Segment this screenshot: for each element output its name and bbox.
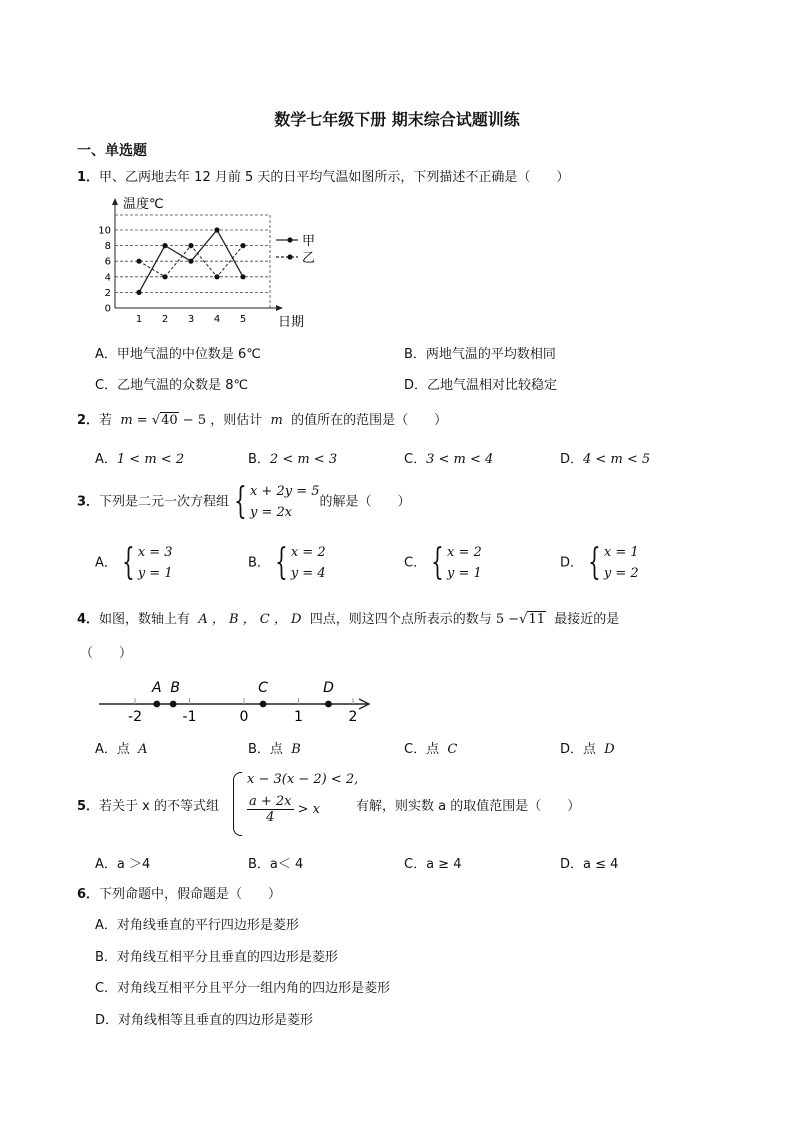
temperature-chart: [95, 193, 335, 333]
question-text-pre: 下列是二元一次方程组: [99, 494, 230, 510]
option-3b[interactable]: B． { x = 2 y = 4: [248, 542, 326, 583]
option-label: C．: [404, 452, 427, 467]
var-m: m: [120, 413, 133, 428]
equation-line: x + 2y = 5: [249, 484, 320, 499]
chart-x-tick-label: 1: [135, 314, 143, 325]
question-number: 3．: [77, 494, 100, 510]
chart-y-label: 温度℃: [123, 197, 164, 212]
option-4c[interactable]: [404, 738, 457, 757]
option-5b[interactable]: B．a＜ 4: [248, 857, 304, 872]
chart-x-tick-label: 3: [187, 314, 195, 325]
number-line-point-label: A: [152, 680, 162, 696]
option-2d[interactable]: [560, 448, 650, 467]
chart-x-tick-label: 2: [161, 314, 169, 325]
fraction: [247, 794, 294, 825]
chart-point-series-2: [136, 259, 141, 264]
solution-line: x = 2: [290, 545, 326, 560]
question-text-pre: 若关于 x 的不等式组: [99, 799, 220, 814]
question-text-mid: 四点，则这四个点所表示的数与: [309, 612, 492, 627]
option-point: A: [138, 742, 148, 757]
solution-line: x = 1: [603, 545, 639, 560]
sqrt-symbol: √: [519, 612, 528, 627]
sqrt-symbol: √: [151, 413, 161, 428]
chart-point-series-1: [214, 227, 219, 232]
option-5d[interactable]: D．a ≤ 4: [560, 857, 619, 872]
chart-point-series-2: [162, 274, 167, 279]
equation-line: y = 2x: [249, 505, 293, 520]
fraction-numerator: a + 2x: [249, 794, 292, 809]
option-expr: 4 < m < 5: [583, 452, 651, 467]
inequality-line-1: x − 3(x − 2) < 2,: [247, 772, 359, 787]
answer-paren: （ ）: [80, 646, 133, 661]
solution-line: y = 1: [137, 566, 173, 581]
chart-point-series-1: [136, 290, 141, 295]
chart-point-series-2: [188, 243, 193, 248]
option-6c[interactable]: C．对角线互相平分且平分一组内角的四边形是菱形: [95, 981, 391, 996]
option-4a[interactable]: [95, 738, 148, 757]
option-label: A．: [95, 452, 117, 467]
option-point: B: [291, 742, 301, 757]
number-line: [95, 673, 380, 725]
option-label: C．点: [404, 742, 440, 757]
legend-marker: [287, 254, 292, 259]
question-3: [77, 481, 411, 523]
solution-line: y = 4: [290, 566, 326, 581]
chart-point-series-2: [214, 274, 219, 279]
chart-y-tick-label: 6: [104, 256, 111, 268]
option-5a[interactable]: A．a ＞4: [95, 857, 151, 872]
equation-system: { x + 2y = 5 y = 2x: [234, 481, 320, 522]
question-text: 下列命题中，假命题是（ ）: [99, 887, 282, 902]
expr-a: 5 −: [495, 612, 520, 627]
radicand: 11: [528, 612, 545, 627]
question-text-post: 最接近的是: [554, 612, 620, 627]
brace-icon: [233, 772, 242, 836]
chart-x-tick-label: 4: [213, 314, 221, 325]
solution-line: x = 3: [137, 545, 173, 560]
option-4d[interactable]: [560, 738, 615, 757]
option-6b[interactable]: B．对角线互相平分且垂直的四边形是菱形: [95, 950, 338, 965]
question-text-post: 的解是（ ）: [319, 494, 411, 510]
number-line-tick-label: 0: [239, 709, 249, 725]
number-line-point: [153, 701, 160, 708]
option-6a[interactable]: A．对角线垂直的平行四边形是菱形: [95, 918, 299, 933]
option-1b[interactable]: B．两地气温的平均数相同: [404, 347, 556, 362]
option-label: B．点: [248, 742, 283, 757]
var-m: m: [270, 413, 283, 428]
option-2c[interactable]: [404, 448, 493, 467]
question-5-tail: 有解，则实数 a 的取值范围是（ ）: [356, 799, 581, 814]
question-text: 甲、乙两地去年 12 月前 5 天的日平均气温如图所示，下列描述不正确是（ ）: [99, 170, 570, 185]
number-line-tick-label: 1: [294, 709, 303, 725]
legend-label: 甲: [302, 234, 316, 249]
point-list: A ， B ， C ， D: [198, 612, 302, 627]
question-text-pre: 如图，数轴上有: [99, 612, 191, 627]
option-2b[interactable]: [248, 448, 337, 467]
arrow-icon: [112, 198, 118, 205]
question-5-text: [77, 795, 219, 814]
option-point: D: [604, 742, 615, 757]
question-2: [77, 409, 447, 428]
option-1d[interactable]: D．乙地气温相对比较稳定: [404, 378, 558, 393]
chart-point-series-2: [240, 243, 245, 248]
fraction-denominator: 4: [266, 810, 275, 825]
radicand: 40: [161, 413, 178, 428]
option-label: C．: [404, 555, 427, 571]
number-line-tick-label: -1: [182, 709, 197, 725]
option-6d[interactable]: D．对角线相等且垂直的四边形是菱形: [95, 1013, 314, 1028]
option-label: B．: [248, 452, 270, 467]
solution-line: x = 2: [446, 545, 482, 560]
question-6: [77, 883, 281, 902]
section-heading: 一、单选题: [77, 143, 147, 159]
legend-marker: [287, 237, 292, 242]
chart-x-tick-label: 5: [239, 314, 247, 325]
option-label: A．点: [95, 742, 130, 757]
option-1a[interactable]: A．甲地气温的中位数是 6℃: [95, 347, 261, 362]
chart-point-series-1: [240, 274, 245, 279]
number-line-point-label: B: [170, 680, 180, 696]
chart-x-label: 日期: [278, 315, 305, 330]
question-text-pre: 若: [99, 413, 113, 428]
option-5c[interactable]: C．a ≥ 4: [404, 857, 462, 872]
solution-line: y = 1: [446, 566, 482, 581]
page-title: 数学七年级下册 期末综合试题训练: [274, 110, 520, 129]
arrow-icon: [276, 305, 283, 311]
option-1c[interactable]: C．乙地气温的众数是 8℃: [95, 378, 249, 393]
equals-sign: =: [132, 413, 152, 428]
option-label: D．: [560, 452, 584, 467]
question-text-post: 的值所在的范围是（ ）: [291, 413, 448, 428]
option-4b[interactable]: [248, 738, 301, 757]
chart-y-tick-label: 10: [98, 225, 111, 237]
option-3a[interactable]: A． { x = 3 y = 1: [95, 542, 173, 583]
expr-tail: − 5: [178, 413, 207, 428]
number-line-point-label: C: [258, 680, 268, 696]
chart-point-series-1: [162, 243, 167, 248]
chart-y-tick-label: 0: [104, 303, 111, 315]
option-label: B．: [248, 555, 270, 571]
question-1: [77, 166, 569, 185]
chart-y-tick-label: 8: [104, 241, 111, 253]
inequality-line-2: [247, 794, 320, 825]
question-text-mid: ，则估计: [210, 413, 263, 428]
question-number: 6．: [77, 887, 100, 902]
question-number: 2．: [77, 413, 100, 428]
option-label: D．点: [560, 742, 597, 757]
option-label: A．: [95, 555, 117, 571]
option-3d[interactable]: D． { x = 1 y = 2: [560, 542, 639, 583]
number-line-point: [170, 701, 177, 708]
solution-line: y = 2: [603, 566, 639, 581]
option-2a[interactable]: [95, 448, 184, 467]
question-number: 4．: [77, 612, 100, 627]
option-3c[interactable]: C． { x = 2 y = 1: [404, 542, 482, 583]
gt-x: > x: [293, 802, 321, 817]
option-label: D．: [560, 555, 584, 571]
number-line-point: [325, 701, 332, 708]
question-4: [77, 608, 619, 627]
question-number: 5．: [77, 799, 100, 814]
chart-point-series-1: [188, 259, 193, 264]
number-line-tick-label: 2: [348, 709, 358, 725]
legend-label: 乙: [302, 251, 316, 266]
option-expr: 2 < m < 3: [269, 452, 338, 467]
question-number: 1．: [77, 170, 100, 185]
chart-y-tick-label: 4: [104, 272, 111, 284]
option-point: C: [447, 742, 458, 757]
number-line-point: [260, 701, 267, 708]
number-line-point-label: D: [323, 680, 334, 696]
option-expr: 3 < m < 4: [426, 452, 494, 467]
option-expr: 1 < m < 2: [116, 452, 185, 467]
chart-y-tick-label: 2: [104, 287, 111, 299]
number-line-tick-label: -2: [128, 709, 142, 725]
